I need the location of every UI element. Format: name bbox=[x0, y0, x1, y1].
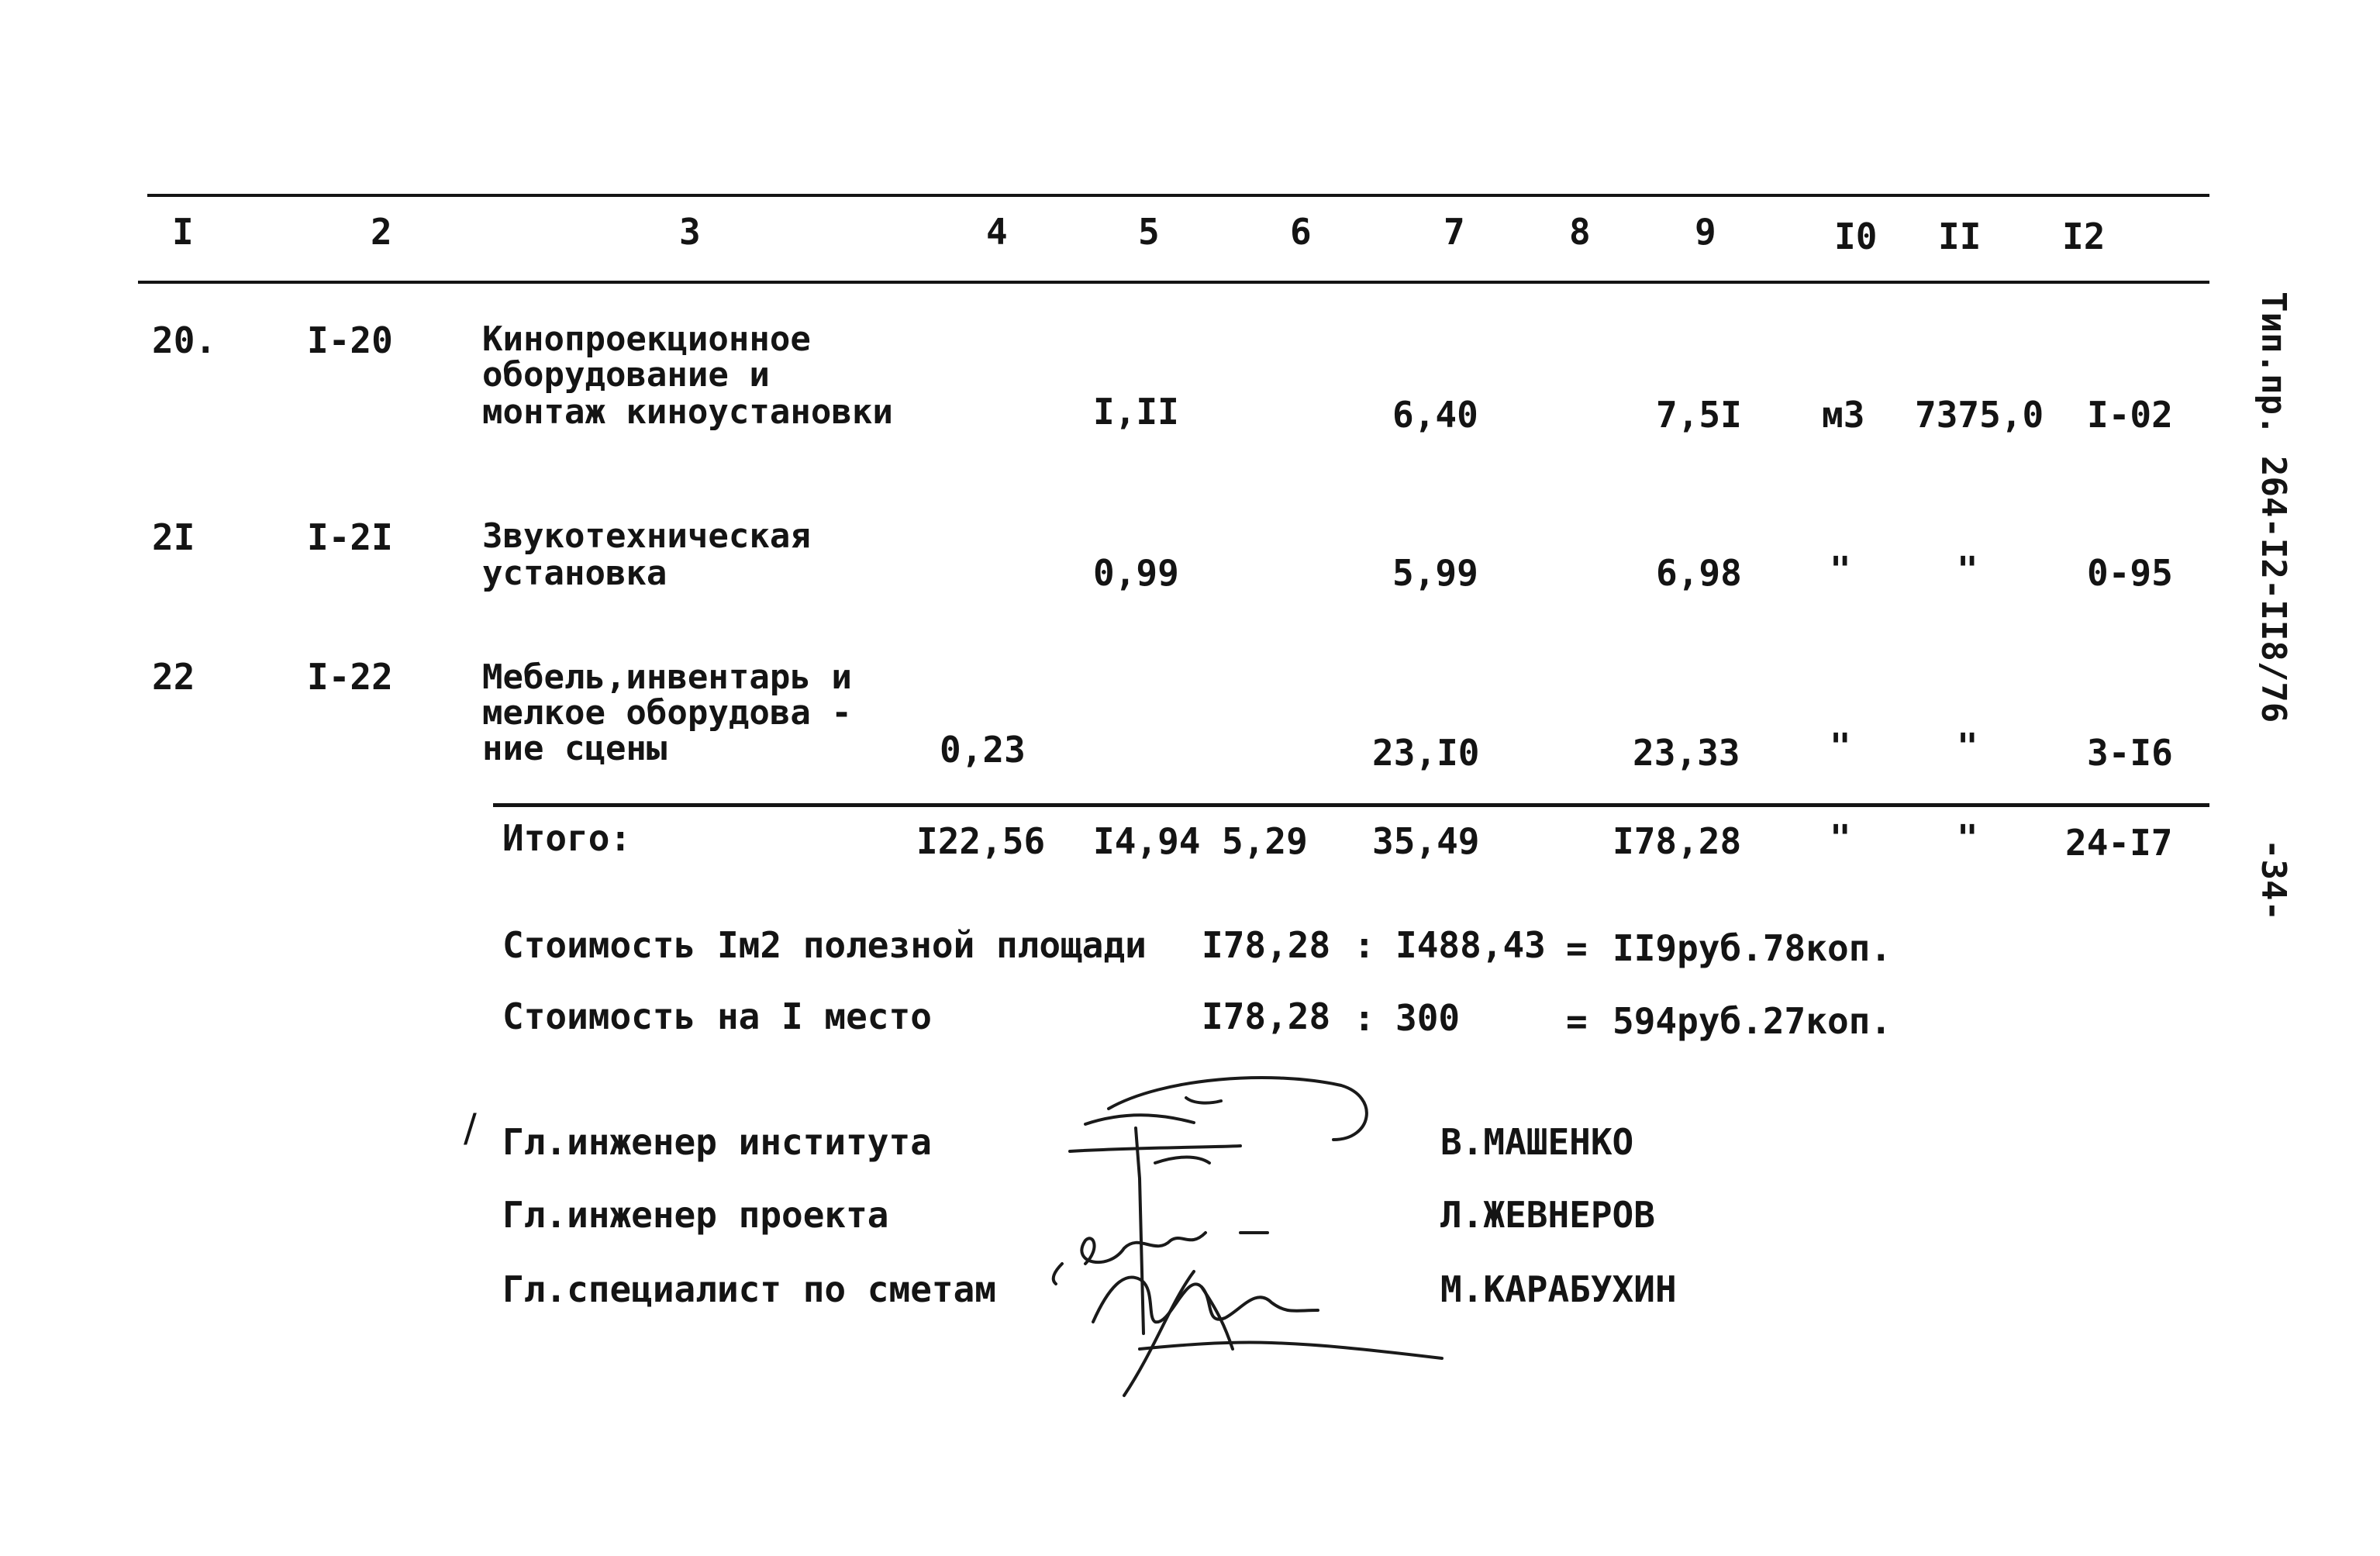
col-header-10: I0 bbox=[1834, 216, 1878, 257]
row-col7: 23,I0 bbox=[1372, 732, 1480, 774]
row-col7: 5,99 bbox=[1392, 552, 1478, 594]
row-col12: 3-I6 bbox=[2087, 732, 2173, 774]
col-header-5: 5 bbox=[1138, 211, 1160, 253]
cost-value-a: I78,28 bbox=[1202, 924, 1331, 966]
row-col9: 7,5I bbox=[1656, 394, 1742, 436]
total-label: Итого: bbox=[502, 817, 632, 859]
row-col4: 0,23 bbox=[940, 729, 1026, 771]
row-number: 20. bbox=[152, 319, 217, 361]
cost-separator: : bbox=[1354, 924, 1375, 966]
row-col10: м3 bbox=[1822, 394, 1865, 436]
total-rule bbox=[493, 803, 2209, 807]
row-col10: " bbox=[1830, 726, 1851, 768]
col-header-1: I bbox=[172, 211, 194, 253]
signature-role: Гл.специалист по сметам bbox=[502, 1268, 996, 1310]
cost-equals: = bbox=[1566, 927, 1588, 969]
col-header-4: 4 bbox=[986, 211, 1008, 253]
handwritten-signatures bbox=[1039, 1054, 1473, 1403]
row-name-line: оборудование и bbox=[482, 355, 770, 395]
signature-role: Гл.инженер института bbox=[502, 1121, 932, 1163]
row-name-line: ние сцены bbox=[482, 729, 667, 768]
signature-name: М.КАРАБУХИН bbox=[1440, 1268, 1677, 1310]
row-col12: 0-95 bbox=[2087, 552, 2173, 594]
cost-label: Стоимость Iм2 полезной площади bbox=[502, 924, 1147, 966]
col-header-12: I2 bbox=[2062, 216, 2106, 257]
total-col10: " bbox=[1830, 817, 1851, 859]
row-col12: I-02 bbox=[2087, 394, 2173, 436]
row-name-line: Звукотехническая bbox=[482, 516, 811, 556]
total-col6: 5,29 bbox=[1222, 820, 1308, 862]
side-document-code: Тип.пр. 264-I2-II8/76 bbox=[2254, 292, 2293, 723]
table-top-rule bbox=[147, 194, 2209, 197]
row-col11: 7375,0 bbox=[1915, 394, 2044, 436]
row-col9: 6,98 bbox=[1656, 552, 1742, 594]
total-col11: " bbox=[1957, 817, 1978, 859]
col-header-11: II bbox=[1938, 216, 1982, 257]
col-header-9: 9 bbox=[1695, 211, 1716, 253]
total-col4: I22,56 bbox=[916, 820, 1046, 862]
col-header-2: 2 bbox=[371, 211, 392, 253]
row-col9: 23,33 bbox=[1633, 732, 1740, 774]
row-col11: " bbox=[1957, 726, 1978, 768]
signature-name: В.МАШЕНКО bbox=[1440, 1121, 1634, 1163]
row-number: 22 bbox=[152, 656, 195, 698]
row-name-line: монтаж киноустановки bbox=[482, 392, 893, 432]
row-col10: " bbox=[1830, 549, 1851, 591]
cost-value-b: I488,43 bbox=[1395, 924, 1546, 966]
row-name-line: Мебель,инвентарь и bbox=[482, 657, 852, 697]
row-col7: 6,40 bbox=[1392, 394, 1478, 436]
row-number: 2I bbox=[152, 516, 195, 558]
row-code: I-22 bbox=[307, 656, 393, 698]
cost-equals: = bbox=[1566, 1000, 1588, 1042]
table-header-rule bbox=[138, 281, 2209, 284]
row-col11: " bbox=[1957, 549, 1978, 591]
stray-mark: / bbox=[464, 1106, 477, 1151]
col-header-6: 6 bbox=[1290, 211, 1312, 253]
total-col5: I4,94 bbox=[1093, 820, 1201, 862]
cost-result: II9руб.78коп. bbox=[1613, 927, 1892, 969]
side-page-number: -34- bbox=[2254, 839, 2293, 921]
cost-value-b: 300 bbox=[1395, 997, 1461, 1039]
total-col12: 24-I7 bbox=[2065, 822, 2173, 864]
row-name-line: мелкое оборудова - bbox=[482, 693, 852, 733]
cost-label: Стоимость на I место bbox=[502, 995, 932, 1037]
row-code: I-2I bbox=[307, 516, 393, 558]
total-col9: I78,28 bbox=[1613, 820, 1742, 862]
row-code: I-20 bbox=[307, 319, 393, 361]
row-name-line: Кинопроекционное bbox=[482, 319, 811, 359]
signature-role: Гл.инженер проекта bbox=[502, 1194, 889, 1236]
cost-value-a: I78,28 bbox=[1202, 995, 1331, 1037]
col-header-7: 7 bbox=[1444, 211, 1465, 253]
cost-result: 594руб.27коп. bbox=[1613, 1000, 1892, 1042]
col-header-3: 3 bbox=[679, 211, 701, 253]
signature-name: Л.ЖЕВНЕРОВ bbox=[1440, 1194, 1655, 1236]
total-col7: 35,49 bbox=[1372, 820, 1480, 862]
row-name-line: установка bbox=[482, 554, 667, 593]
row-col5: I,II bbox=[1093, 391, 1179, 433]
row-col5: 0,99 bbox=[1093, 552, 1179, 594]
col-header-8: 8 bbox=[1569, 211, 1591, 253]
cost-separator: : bbox=[1354, 997, 1375, 1039]
